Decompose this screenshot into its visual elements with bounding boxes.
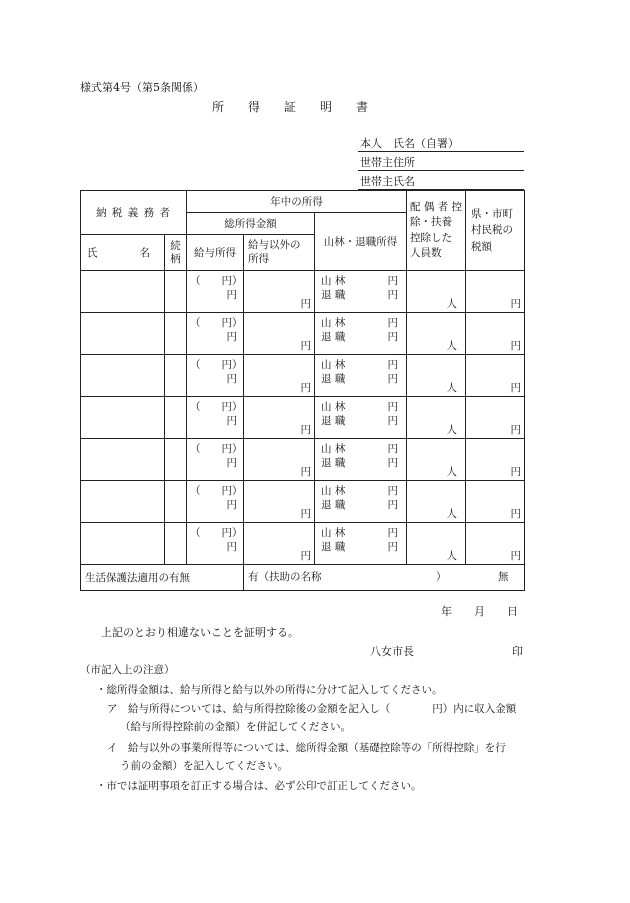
household-address-label: 世帯主住所 — [360, 156, 415, 169]
form-number: 様式第4号（第5条関係） — [80, 81, 204, 94]
salary-cell[interactable]: （ 円） 円 — [187, 523, 244, 565]
tax-header: 県・市町村民税の税額 — [466, 191, 525, 271]
household-address-underline — [358, 170, 524, 171]
note-2b: （給与所得控除前の金額）を併記してください。 — [120, 721, 351, 733]
welfare-row — [81, 565, 525, 591]
certify-text: 上記のとおり相違ないことを証明する。 — [101, 626, 299, 639]
table-row — [81, 481, 525, 523]
forest-retirement-header: 山林・退職所得 — [315, 213, 407, 271]
seal-mark: 印 — [512, 645, 523, 658]
name-header: 氏 名 — [81, 235, 165, 271]
note-4: ・市では証明事項を訂正する場合は、必ず公印で訂正してください。 — [96, 780, 422, 792]
forest-cell[interactable]: 山 林 円 退 職 円 — [315, 313, 407, 355]
row-name-cell[interactable] — [81, 313, 165, 355]
non-salary-cell[interactable]: 円 — [244, 313, 315, 355]
tax-cell[interactable]: 円 — [466, 481, 525, 523]
non-salary-cell[interactable]: 円 — [244, 439, 315, 481]
note-2a: ア 給与所得については、給与所得控除後の金額を記入し（ 円）内に収入金額 — [107, 703, 517, 715]
welfare-label: 生活保護法適用の有無 — [81, 565, 244, 591]
self-name-label: 本人 氏名（自署） — [360, 137, 459, 150]
tax-cell[interactable]: 円 — [466, 313, 525, 355]
row-name-cell[interactable] — [81, 439, 165, 481]
welfare-status-cell[interactable] — [244, 565, 525, 591]
row-relation-cell[interactable] — [165, 271, 187, 313]
salary-cell[interactable]: （ 円） 円 — [187, 481, 244, 523]
row-name-cell[interactable] — [81, 271, 165, 313]
non-salary-cell[interactable]: 円 — [244, 355, 315, 397]
table-row — [81, 523, 525, 565]
tax-cell[interactable]: 円 — [466, 439, 525, 481]
tax-cell[interactable]: 円 — [466, 355, 525, 397]
income-table — [80, 190, 525, 591]
dependents-cell[interactable]: 人 — [407, 481, 466, 523]
taxpayer-header: 納 税 義 務 者 — [81, 191, 187, 235]
notes-heading: （市記入上の注意） — [80, 664, 175, 676]
table-row — [81, 439, 525, 481]
row-relation-cell[interactable] — [165, 355, 187, 397]
row-name-cell[interactable] — [81, 397, 165, 439]
non-salary-header: 給与以外の所得 — [244, 235, 315, 271]
row-relation-cell[interactable] — [165, 397, 187, 439]
row-relation-cell[interactable] — [165, 439, 187, 481]
non-salary-cell[interactable]: 円 — [244, 481, 315, 523]
document-title: 所 得 証 明 書 — [212, 100, 369, 114]
forest-cell[interactable]: 山 林 円 退 職 円 — [315, 355, 407, 397]
non-salary-cell[interactable]: 円 — [244, 523, 315, 565]
row-relation-cell[interactable] — [165, 481, 187, 523]
row-name-cell[interactable] — [81, 481, 165, 523]
dependents-cell[interactable]: 人 — [407, 439, 466, 481]
salary-cell[interactable]: （ 円） 円 — [187, 271, 244, 313]
table-row — [81, 313, 525, 355]
dependents-cell[interactable]: 人 — [407, 313, 466, 355]
note-3b: う前の金額）を記入してください。 — [120, 760, 288, 772]
table-row — [81, 397, 525, 439]
household-head-label: 世帯主氏名 — [360, 175, 415, 188]
salary-header: 給与所得 — [187, 235, 244, 271]
forest-cell[interactable]: 山 林 円 退 職 円 — [315, 397, 407, 439]
salary-cell[interactable]: （ 円） 円 — [187, 313, 244, 355]
dependents-cell[interactable]: 人 — [407, 271, 466, 313]
table-row — [81, 355, 525, 397]
row-name-cell[interactable] — [81, 523, 165, 565]
dependents-cell[interactable]: 人 — [407, 523, 466, 565]
row-name-cell[interactable] — [81, 355, 165, 397]
dependents-cell[interactable]: 人 — [407, 355, 466, 397]
salary-cell[interactable]: （ 円） 円 — [187, 439, 244, 481]
note-3a: イ 給与以外の事業所得等については、総所得金額（基礎控除等の「所得控除」を行 — [107, 742, 506, 754]
non-salary-cell[interactable]: 円 — [244, 397, 315, 439]
salary-cell[interactable]: （ 円） 円 — [187, 397, 244, 439]
salary-cell[interactable]: （ 円） 円 — [187, 355, 244, 397]
tax-cell[interactable]: 円 — [466, 271, 525, 313]
annual-income-header: 年中の所得 — [187, 191, 407, 213]
non-salary-cell[interactable]: 円 — [244, 271, 315, 313]
forest-cell[interactable]: 山 林 円 退 職 円 — [315, 523, 407, 565]
date-line: 年 月 日 — [441, 605, 518, 618]
forest-cell[interactable]: 山 林 円 退 職 円 — [315, 481, 407, 523]
tax-cell[interactable]: 円 — [466, 397, 525, 439]
welfare-no-label: 無 — [498, 571, 509, 583]
self-name-underline — [358, 151, 524, 152]
total-income-header: 総所得金額 — [187, 213, 315, 235]
dependents-header: 配 偶 者 控除・扶養控除した人員数 — [407, 191, 466, 271]
welfare-yes-label: 有（扶助の名称 — [248, 571, 322, 583]
forest-cell[interactable]: 山 林 円 退 職 円 — [315, 271, 407, 313]
table-row — [81, 271, 525, 313]
relation-header: 続柄 — [165, 235, 187, 271]
dependents-cell[interactable]: 人 — [407, 397, 466, 439]
row-relation-cell[interactable] — [165, 523, 187, 565]
tax-cell[interactable]: 円 — [466, 523, 525, 565]
mayor-name: 八女市長 — [370, 645, 414, 658]
welfare-paren-close: ） — [436, 571, 447, 583]
forest-cell[interactable]: 山 林 円 退 職 円 — [315, 439, 407, 481]
note-1: ・総所得金額は、給与所得と給与以外の所得に分けて記入してください。 — [96, 684, 443, 696]
row-relation-cell[interactable] — [165, 313, 187, 355]
